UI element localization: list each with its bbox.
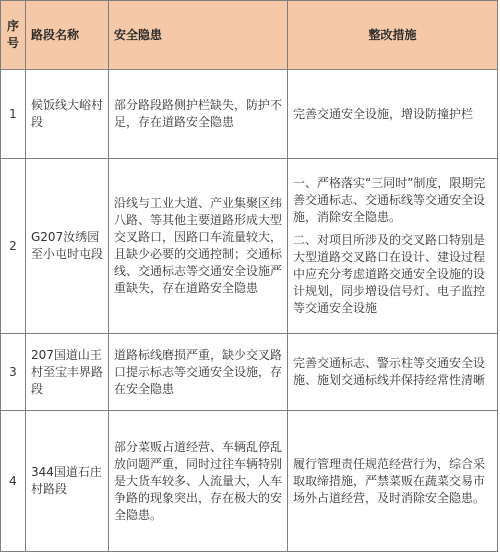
header-road-name: 路段名称 [26,1,109,70]
row-road-name: 候饭线大峪村段 [26,70,109,159]
row-road-name: 344国道石庄村路段 [26,411,109,552]
row-hazard: 部分路段路侧护栏缺失，防护不足，存在道路安全隐患 [109,70,288,159]
row-hazard: 沿线与工业大道、产业集聚区纬八路、等其他主要道路形成大型交叉路口，因路口车流量较大，且缺少必要的交通控制；交通标线、交通标志等交通安全设施严重缺失，存在道路安全隐患 [109,159,288,334]
table-row [1,159,498,334]
table-row [1,411,498,552]
header-measures: 整改措施 [288,1,498,70]
row-measures [288,159,498,334]
measure-text: 一、严格落实“三同时”制度，限期完善交通标志、交通标线等交通安全设施，消除安全隐患。 [293,176,486,224]
row-index: 4 [1,411,26,552]
measure-text: 完善交通标志、警示柱等交通安全设施、施划交通标线并保持经常性清晰 [293,356,486,387]
table-header-row [1,1,498,70]
measure-text: 履行管理责任规范经营行为，综合采取取缔措施，严禁菜贩在蔬菜交易市场外占道经营，及时消除安全隐患。 [293,456,486,505]
measure-text: 二、对项目所涉及的交叉路口特别是大型道路交叉路口在设计、建设过程中应充分考虑道路交通安全设施的设计规划，同步增设信号灯、电子监控等交通安全设施 [293,233,486,315]
row-road-name: 207国道山王村至宝丰界路段 [26,334,109,411]
measure-text: 完善交通安全设施，增设防撞护栏 [293,106,474,121]
header-hazard: 安全隐患 [109,1,288,70]
header-index: 序号 [1,1,26,70]
row-index: 1 [1,70,26,159]
row-index: 3 [1,334,26,411]
row-measures [288,334,498,411]
row-index: 2 [1,159,26,334]
row-hazard: 部分菜贩占道经营、车辆乱停乱放问题严重，同时过往车辆特别是大货车较多、人流量大，人车争路的现象突出，存在极大的安全隐患。 [109,411,288,552]
row-measures [288,411,498,552]
table-row [1,70,498,159]
table-row [1,334,498,411]
row-measures [288,70,498,159]
row-road-name: G207汝绣园至小屯时屯段 [26,159,109,334]
row-hazard: 道路标线磨损严重，缺少交叉路口提示标志等交通安全设施，存在安全隐患 [109,334,288,411]
